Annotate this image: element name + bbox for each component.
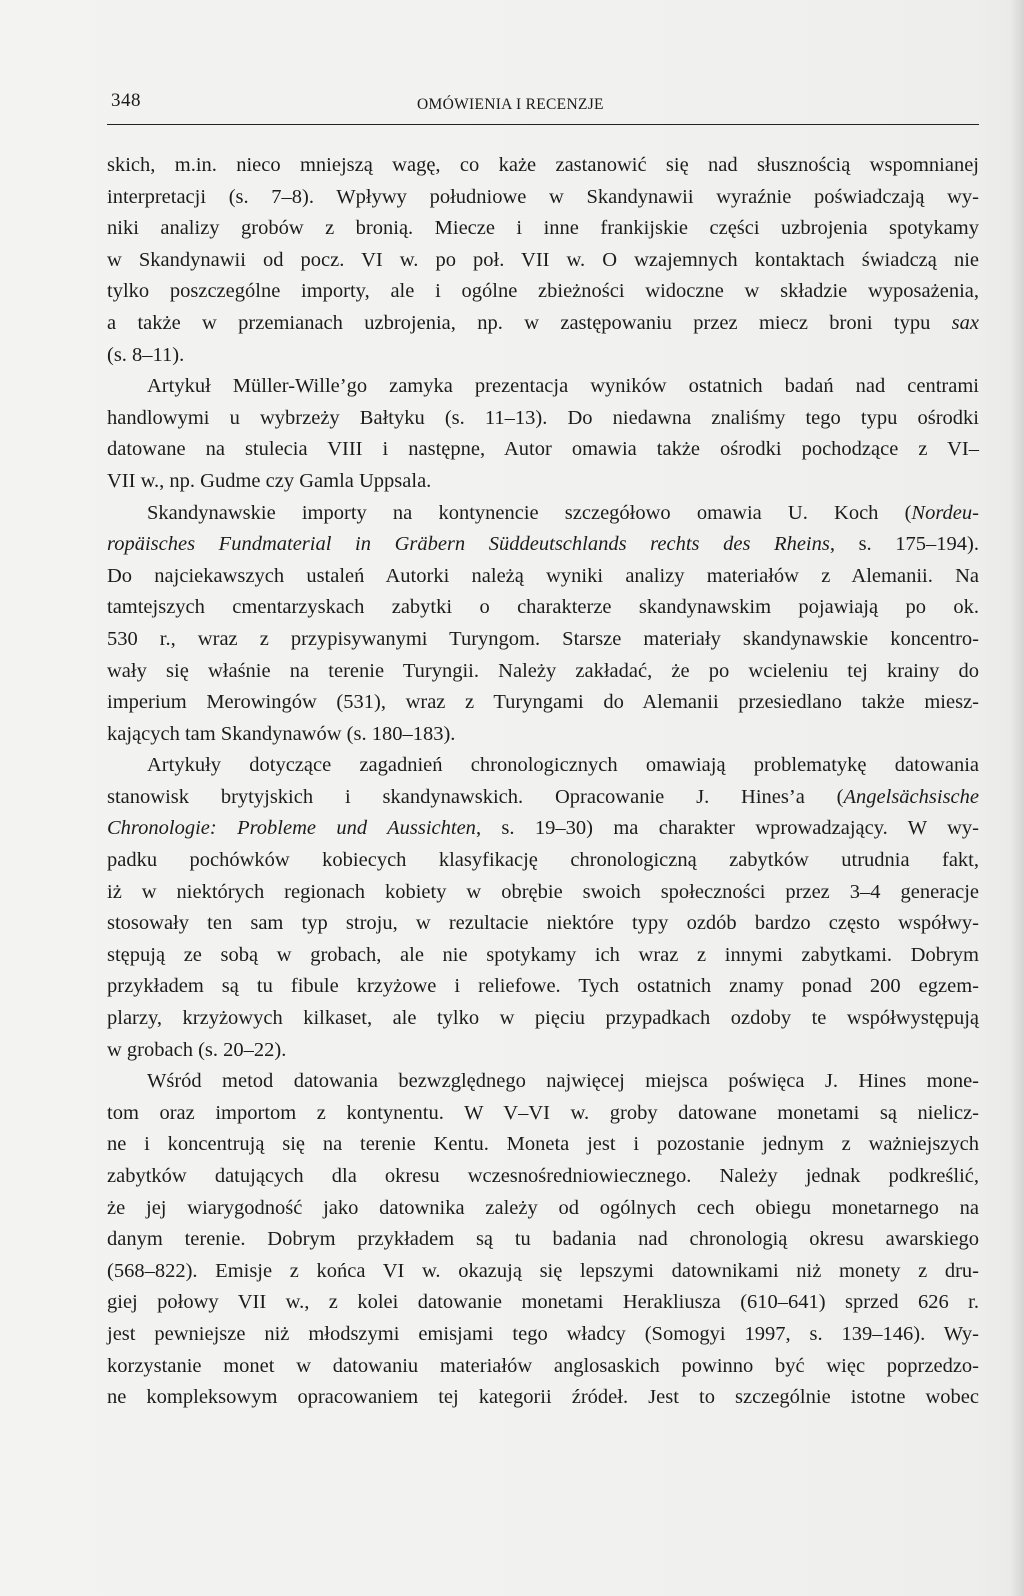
text-line — [107, 182, 979, 214]
text-line — [107, 1351, 979, 1383]
page-number: 348 — [111, 90, 141, 111]
text-line — [107, 1098, 979, 1130]
italic-title: ropäisches Fundmaterial in Gräbern Süddeutschlands rechts des Rheins — [107, 533, 830, 556]
text-segment: ne i koncentrują się na terenie Kentu. Moneta jest i pozostanie jednym z ważniejszych — [107, 1133, 979, 1156]
text-line — [107, 498, 979, 530]
text-segment: korzystanie monet w datowaniu materiałów anglosaskich powinno być więc poprzedzo- — [107, 1354, 979, 1377]
body-text — [107, 150, 979, 1414]
text-line — [107, 276, 979, 308]
text-line — [107, 1287, 979, 1319]
text-segment: plarzy, krzyżowych kilkaset, ale tylko w pięciu przypadkach ozdoby te współwystępują — [107, 1007, 979, 1030]
text-segment: wały się właśnie na terenie Turyngii. Należy zakładać, że po wcieleniu tej krainy do — [107, 659, 979, 682]
text-segment: niki analizy grobów z bronią. Miecze i inne frankijskie części uzbrojenia spotykamy — [107, 217, 979, 240]
text-line — [107, 245, 979, 277]
text-line — [107, 656, 979, 688]
text-segment: , s. 175–194). — [829, 533, 979, 556]
text-line — [107, 403, 979, 435]
text-line — [107, 750, 979, 782]
text-line — [107, 308, 979, 340]
italic-title: sax — [951, 311, 979, 334]
text-segment: 530 r., wraz z przypisywanymi Turyngom. Starsze materiały skandynawskie koncentro- — [107, 627, 979, 650]
text-line — [107, 561, 979, 593]
text-line — [107, 1224, 979, 1256]
text-segment: stanowisk brytyjskich i skandynawskich. Opracowanie J. Hines’a ( — [107, 785, 844, 808]
text-line — [107, 1035, 979, 1067]
text-line — [107, 1382, 979, 1414]
text-line — [107, 624, 979, 656]
text-segment: iż w niektórych regionach kobiety w obrębie swoich społeczności przez 3–4 generacje — [107, 880, 979, 903]
text-line — [107, 150, 979, 182]
paragraph — [107, 371, 979, 497]
text-segment: Artykuł Müller-Wille’go zamyka prezentacja wyników ostatnich badań nad centrami — [147, 375, 979, 398]
text-line — [107, 1066, 979, 1098]
text-segment: tamtejszych cmentarzyskach zabytki o charakterze skandynawskim pojawiają po ok. — [107, 596, 979, 619]
text-segment: jest pewniejsze niż młodszymi emisjami tego władcy (Somogyi 1997, s. 139–146). Wy- — [107, 1322, 979, 1345]
text-line — [107, 687, 979, 719]
text-segment: padku pochówków kobiecych klasyfikację chronologiczną zabytków utrudnia fakt, — [107, 849, 979, 872]
text-segment: giej połowy VII w., z kolei datowanie monetami Herakliusza (610–641) sprzed 626 r. — [107, 1291, 979, 1314]
text-segment: kających tam Skandynawów (s. 180–183). — [107, 722, 456, 745]
text-segment: tom oraz importom z kontynentu. W V–VI w. groby datowane monetami są nielicz- — [107, 1101, 979, 1124]
italic-title: Angelsächsische — [843, 785, 979, 808]
text-segment: VII w., np. Gudme czy Gamla Uppsala. — [107, 469, 432, 492]
text-line — [107, 434, 979, 466]
text-line — [107, 940, 979, 972]
text-segment: zabytków datujących dla okresu wczesnośredniowiecznego. Należy jednak podkreślić, — [107, 1165, 979, 1187]
page-edge-shadow — [1010, 0, 1024, 1596]
text-line — [107, 1161, 979, 1193]
text-segment: skich, m.in. nieco mniejszą wagę, co każe zastanowić się nad słusznością wspomnianej — [107, 154, 979, 176]
text-line — [107, 1193, 979, 1225]
text-segment: handlowymi u wybrzeży Bałtyku (s. 11–13). Do niedawna znaliśmy tego typu ośrodki — [107, 406, 979, 429]
text-line — [107, 529, 979, 561]
text-segment: ne kompleksowym opracowaniem tej kategorii źródeł. Jest to szczególnie istotne wobec — [107, 1386, 979, 1409]
text-line — [107, 782, 979, 814]
text-line — [107, 845, 979, 877]
text-segment: przykładem są tu fibule krzyżowe i reliefowe. Tych ostatnich znamy ponad 200 egzem- — [107, 975, 979, 998]
italic-title: Nordeu- — [911, 501, 979, 524]
text-segment: tylko poszczególne importy, ale i ogólne zbieżności widoczne w składzie wyposażenia, — [107, 280, 979, 303]
text-segment: imperium Merowingów (531), wraz z Turyngami do Alemanii przesiedlano także miesz- — [107, 691, 979, 714]
text-segment: że jej wiarygodność jako datownika zależy od ogólnych cech obiegu monetarnego na — [107, 1196, 979, 1219]
text-line — [107, 813, 979, 845]
text-segment: a także w przemianach uzbrojenia, np. w zastępowaniu przez miecz broni typu — [107, 311, 952, 334]
running-title: OMÓWIENIA I RECENZJE — [417, 96, 604, 113]
text-line — [107, 213, 979, 245]
text-segment: datowane na stulecia VIII i następne, Autor omawia także ośrodki pochodzące z VI– — [107, 438, 979, 461]
paragraph — [107, 150, 979, 371]
text-segment: danym terenie. Dobrym przykładem są tu badania nad chronologią okresu awarskiego — [107, 1228, 979, 1251]
paragraph — [107, 1066, 979, 1414]
text-segment: stępują ze sobą w grobach, ale nie spotykamy ich wraz z innymi zabytkami. Dobrym — [107, 943, 979, 966]
text-line — [107, 971, 979, 1003]
text-line — [107, 1003, 979, 1035]
text-segment: w grobach (s. 20–22). — [107, 1038, 287, 1061]
text-line — [107, 1129, 979, 1161]
text-segment: interpretacji (s. 7–8). Wpływy południowe w Skandynawii wyraźnie poświadczają wy- — [107, 185, 979, 208]
text-line — [107, 1256, 979, 1288]
text-segment: Skandynawskie importy na kontynencie szczegółowo omawia U. Koch ( — [147, 501, 912, 524]
text-line — [107, 340, 979, 372]
text-line — [107, 908, 979, 940]
page-header — [107, 88, 979, 125]
text-line — [107, 466, 979, 498]
italic-title: Chronologie: Probleme und Aussichten — [107, 817, 476, 840]
text-segment: (s. 8–11). — [107, 343, 185, 366]
text-segment: (568–822). Emisje z końca VI w. okazują się lepszymi datownikami niż monety z dru- — [107, 1259, 979, 1282]
text-segment: , s. 19–30) ma charakter wprowadzający. W wy- — [475, 817, 979, 840]
text-segment: Wśród metod datowania bezwzględnego najwięcej miejsca poświęca J. Hines mone- — [147, 1070, 979, 1093]
text-line — [107, 592, 979, 624]
text-segment: Do najciekawszych ustaleń Autorki należą wyniki analizy materiałów z Alemanii. Na — [107, 564, 979, 587]
text-line — [107, 371, 979, 403]
paragraph — [107, 750, 979, 1066]
text-line — [107, 877, 979, 909]
text-segment: w Skandynawii od pocz. VI w. po poł. VII w. O wzajemnych kontaktach świadczą nie — [107, 248, 979, 271]
text-line — [107, 1319, 979, 1351]
text-segment: stosowały ten sam typ stroju, w rezultacie niektóre typy ozdób bardzo często współwy- — [107, 912, 979, 935]
text-segment: Artykuły dotyczące zagadnień chronologicznych omawiają problematykę datowania — [147, 754, 979, 777]
text-line — [107, 719, 979, 751]
paragraph — [107, 498, 979, 751]
